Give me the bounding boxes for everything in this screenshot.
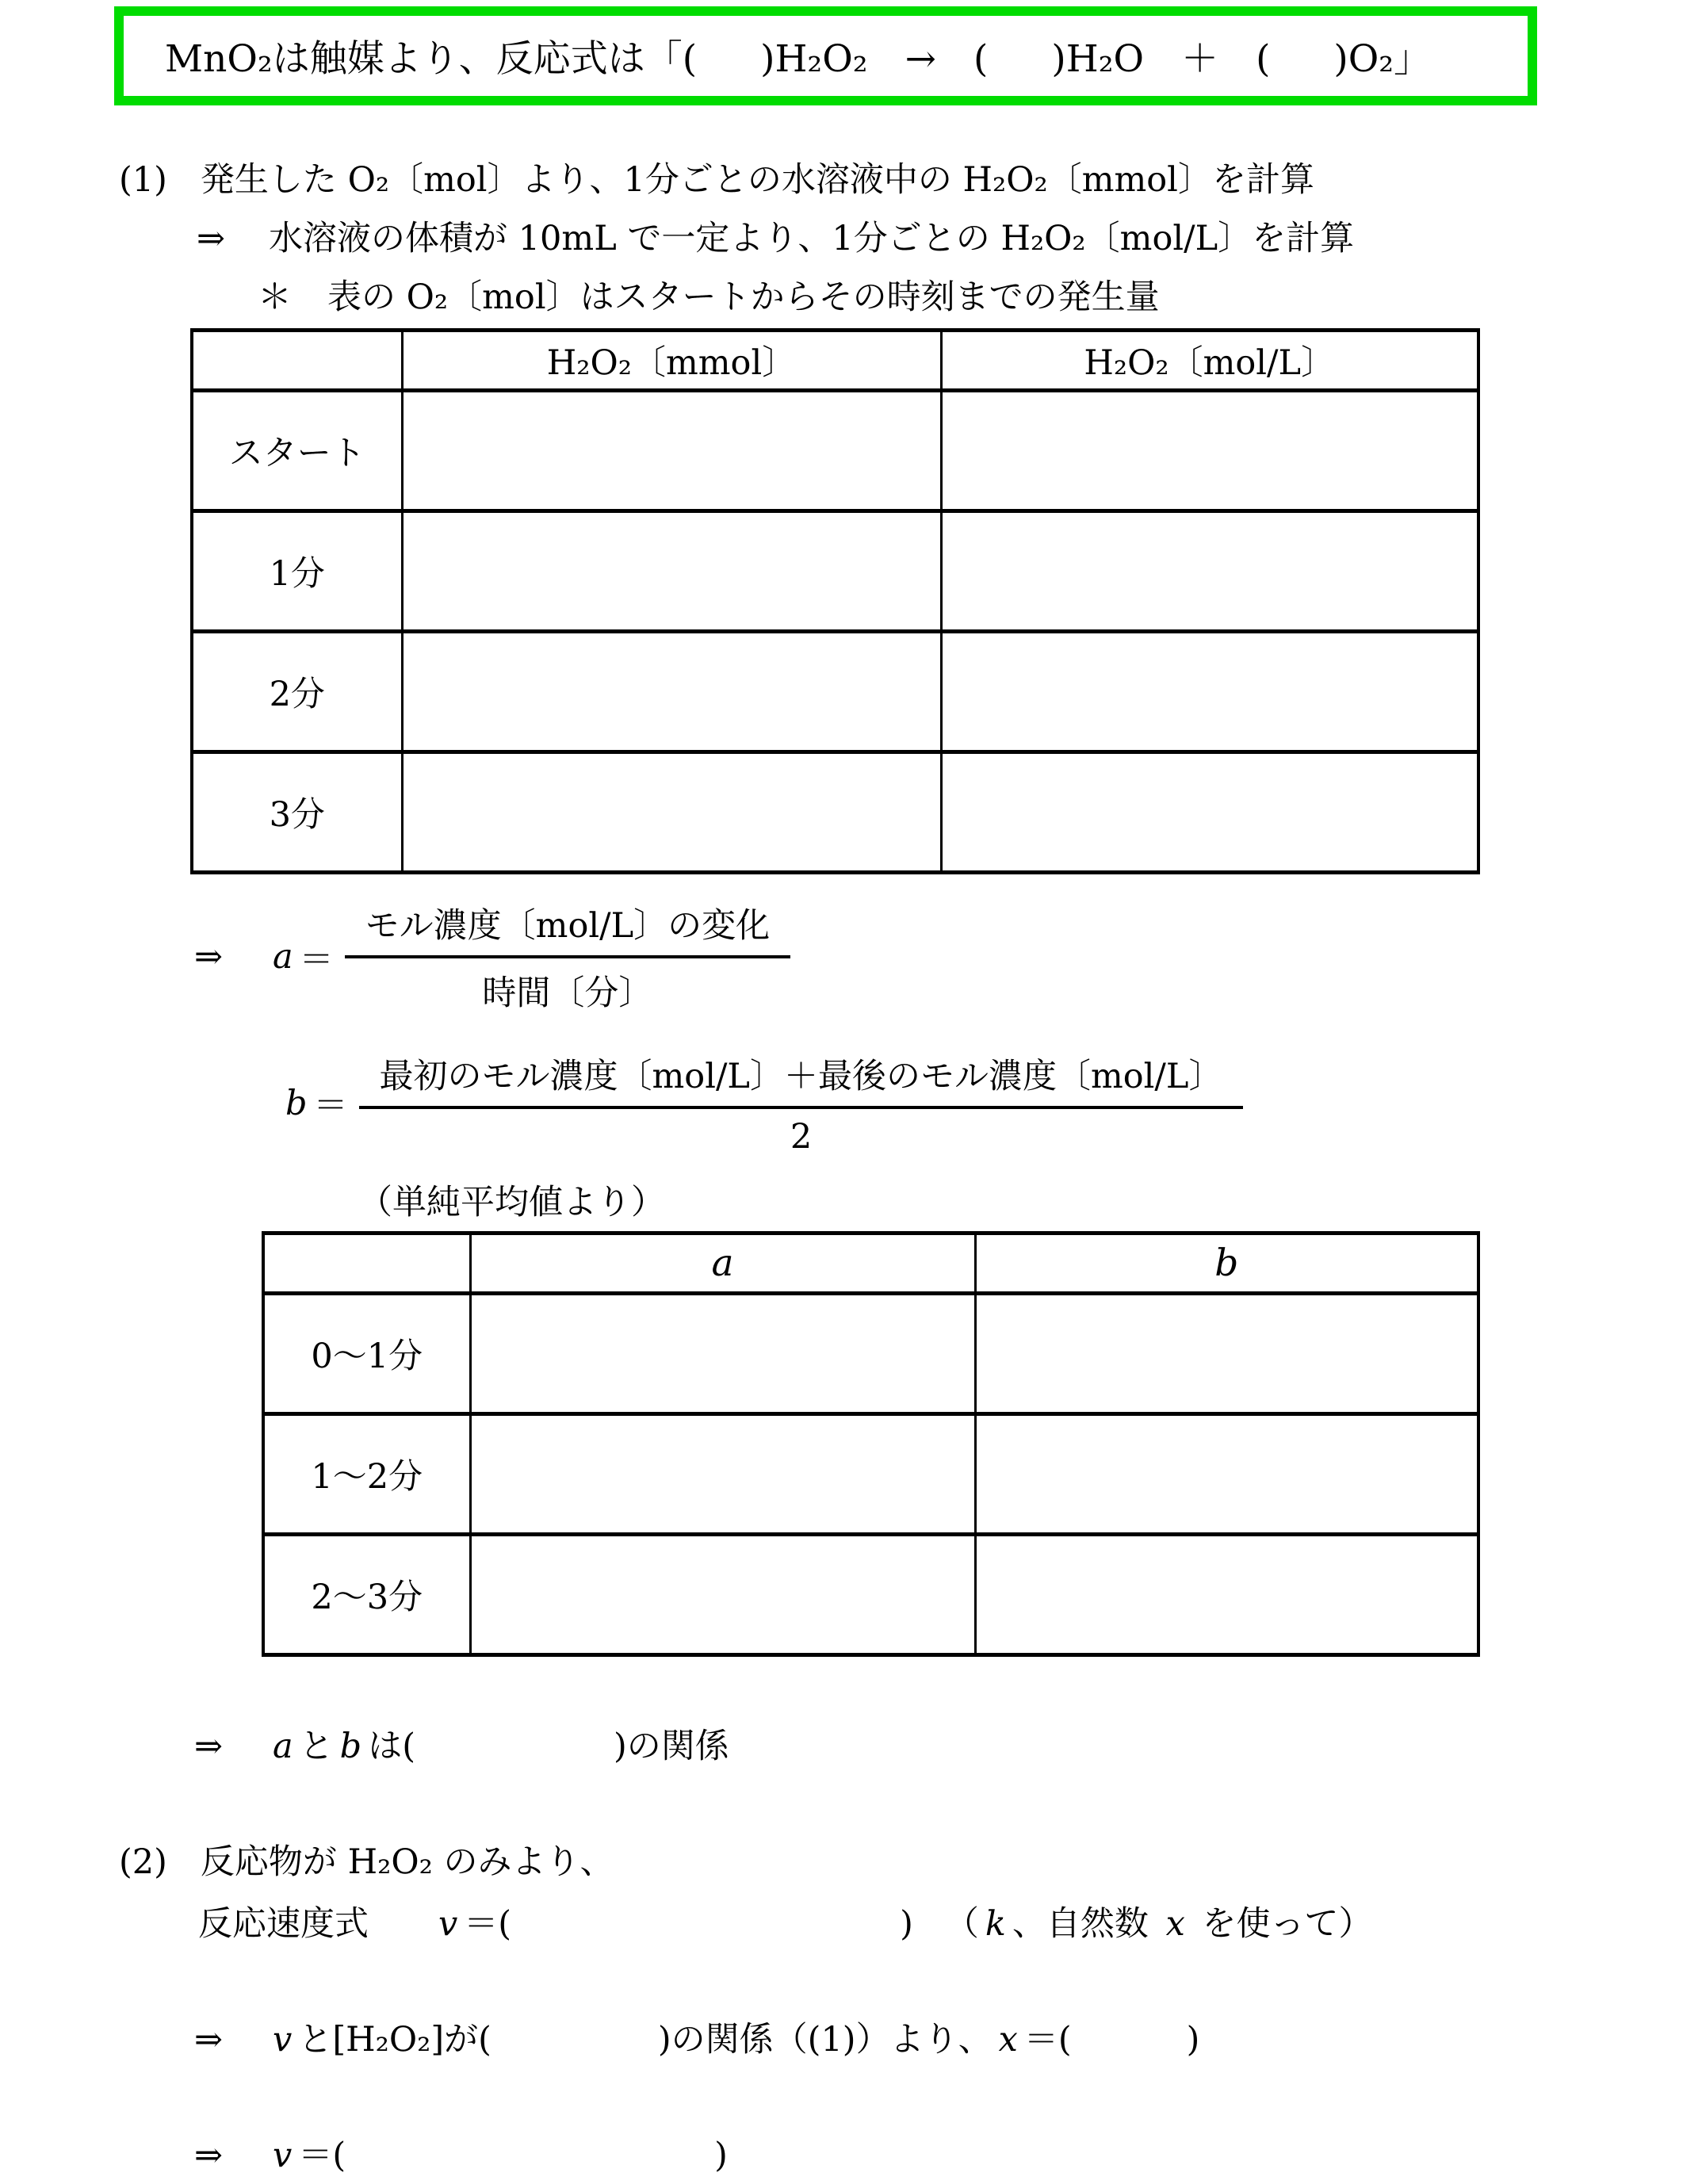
table1-cell-blank [402,752,941,873]
coefficient-blank-2 [988,52,1051,60]
relation-and: と [299,1727,334,1766]
section4-line [194,2131,728,2180]
fraction-a-denominator: 時間〔分〕 [482,973,653,1013]
table1-row-1min [192,511,1478,632]
table2-cell-blank [975,1294,1478,1414]
table1-cell-blank [941,632,1478,752]
table1-row-start [192,391,1478,511]
section3-text3: ＝( [1023,2020,1072,2060]
section4-blank [346,2159,714,2167]
variable-v: v [273,2136,293,2175]
equals-sign: ＝ [299,939,334,980]
variable-b: b [285,1083,308,1123]
reaction-equation-box [114,6,1537,105]
variable-a: a [273,937,293,977]
section3-blank1 [491,2043,658,2051]
reaction-text-3: )H₂O ＋ ( [1051,37,1271,81]
fraction-b-numerator: 最初のモル濃度〔mol/L〕＋最後のモル濃度〔mol/L〕 [359,1045,1244,1109]
table1-cell-blank [941,752,1478,873]
coefficient-blank-1 [697,52,760,60]
formula-a [194,894,790,1019]
asterisk-mark: ＊ [258,277,292,317]
rate-eq-close: ) [900,1904,913,1944]
section1-line2 [197,214,1354,263]
fraction-a-numerator: モル濃度〔mol/L〕の変化 [345,894,790,958]
section3-blank2 [1072,2043,1187,2051]
variable-a: a [273,1727,293,1766]
rate-note-open: （ [944,1904,979,1944]
section1-line1 [119,155,1314,205]
table1-row-label: 1分 [192,511,402,632]
variable-b: b [339,1727,362,1766]
fraction-b [359,1045,1244,1161]
table2-header-row [263,1234,1478,1294]
section4-text2: ) [714,2136,728,2175]
table1-cell-blank [941,511,1478,632]
equals-sign: ＝ [313,1086,348,1126]
fraction-b-denominator: 2 [790,1117,813,1157]
implies-arrow-icon: ⇒ [194,2020,224,2060]
table1-cell-blank [941,391,1478,511]
section3-text4: ) [1186,2020,1200,2060]
spacer [369,1927,432,1935]
implies-arrow-icon: ⇒ [194,1727,224,1766]
rate-equation-blank [511,1927,900,1935]
spacer [913,1927,945,1935]
table1-header-mmol: H₂O₂〔mmol〕 [402,331,941,391]
table2-row-label: 2～3分 [263,1535,470,1655]
section2-rate-line [198,1899,1373,1949]
table2-cell-blank [470,1535,975,1655]
h2o2-amount-table [190,328,1480,874]
rate-note-close: を使って） [1191,1904,1373,1944]
section3-text2: )の関係（(1)）より、 [657,2020,993,2060]
fraction-a [345,894,790,1019]
variable-x: x [998,2020,1018,2060]
table1-header-empty [192,331,402,391]
section3-line [194,2015,1199,2064]
formula-b-note-text: （単純平均値より） [358,1183,665,1222]
variable-v: v [438,1904,458,1944]
table1-row-label: スタート [192,391,402,511]
table2-row-label: 1～2分 [263,1414,470,1535]
table2-header-empty [263,1234,470,1294]
table1-row-2min [192,632,1478,752]
table1-header-row [192,331,1478,391]
reaction-text-2: )H₂O₂ → ( [760,37,989,81]
section1-label: (1) [119,160,167,200]
table1-cell-blank [402,511,941,632]
table2-row-0to1 [263,1294,1478,1414]
coefficient-blank-3 [1270,52,1333,60]
formula-b [279,1045,1243,1161]
section2-line1 [119,1838,614,1887]
table1-cell-blank [402,391,941,511]
table2-cell-blank [975,1414,1478,1535]
table2-cell-blank [470,1414,975,1535]
rate-average-table [262,1231,1480,1657]
section2-label: (2) [119,1842,167,1882]
table2-cell-blank [975,1535,1478,1655]
rate-eq-open: ＝( [464,1904,512,1944]
table2-row-2to3 [263,1535,1478,1655]
table2-header-b: b [975,1234,1478,1294]
section3-text1: と[H₂O₂]が( [298,2020,491,2060]
reaction-text-1: MnO₂は触媒より、反応式は「( [165,37,698,81]
table1-row-3min [192,752,1478,873]
reaction-text-4: )O₂」 [1333,37,1432,81]
implies-arrow-icon: ⇒ [194,937,224,977]
relation-open: は( [368,1727,415,1766]
table2-header-a: a [470,1234,975,1294]
table1-cell-blank [402,632,941,752]
rate-note-mid: 、自然数 [1012,1904,1160,1944]
section1-line1-text: 発生した O₂〔mol〕より、1分ごとの水溶液中の H₂O₂〔mmol〕を計算 [200,160,1314,200]
relation-close: )の関係 [613,1727,729,1766]
implies-arrow-icon: ⇒ [194,2136,224,2175]
formula-b-note [358,1178,665,1227]
section1-line3-text: 表の O₂〔mol〕はスタートからその時刻までの発生量 [327,277,1160,317]
section1-line2-text: 水溶液の体積が 10mL で一定より、1分ごとの H₂O₂〔mol/L〕を計算 [269,219,1355,258]
table1-row-label: 2分 [192,632,402,752]
table2-row-1to2 [263,1414,1478,1535]
rate-equation-label: 反応速度式 [198,1904,369,1944]
table1-row-label: 3分 [192,752,402,873]
table1-header-molL: H₂O₂〔mol/L〕 [941,331,1478,391]
variable-k: k [985,1904,1006,1944]
variable-x: x [1165,1904,1185,1944]
relation-line [194,1722,729,1771]
table2-cell-blank [470,1294,975,1414]
section4-text1: ＝( [298,2136,346,2175]
section1-line3 [258,273,1160,322]
variable-v: v [273,2020,293,2060]
table2-row-label: 0～1分 [263,1294,470,1414]
implies-arrow-icon: ⇒ [197,219,226,258]
relation-blank [415,1750,614,1758]
section2-line1-text: 反応物が H₂O₂ のみより、 [200,1842,614,1882]
